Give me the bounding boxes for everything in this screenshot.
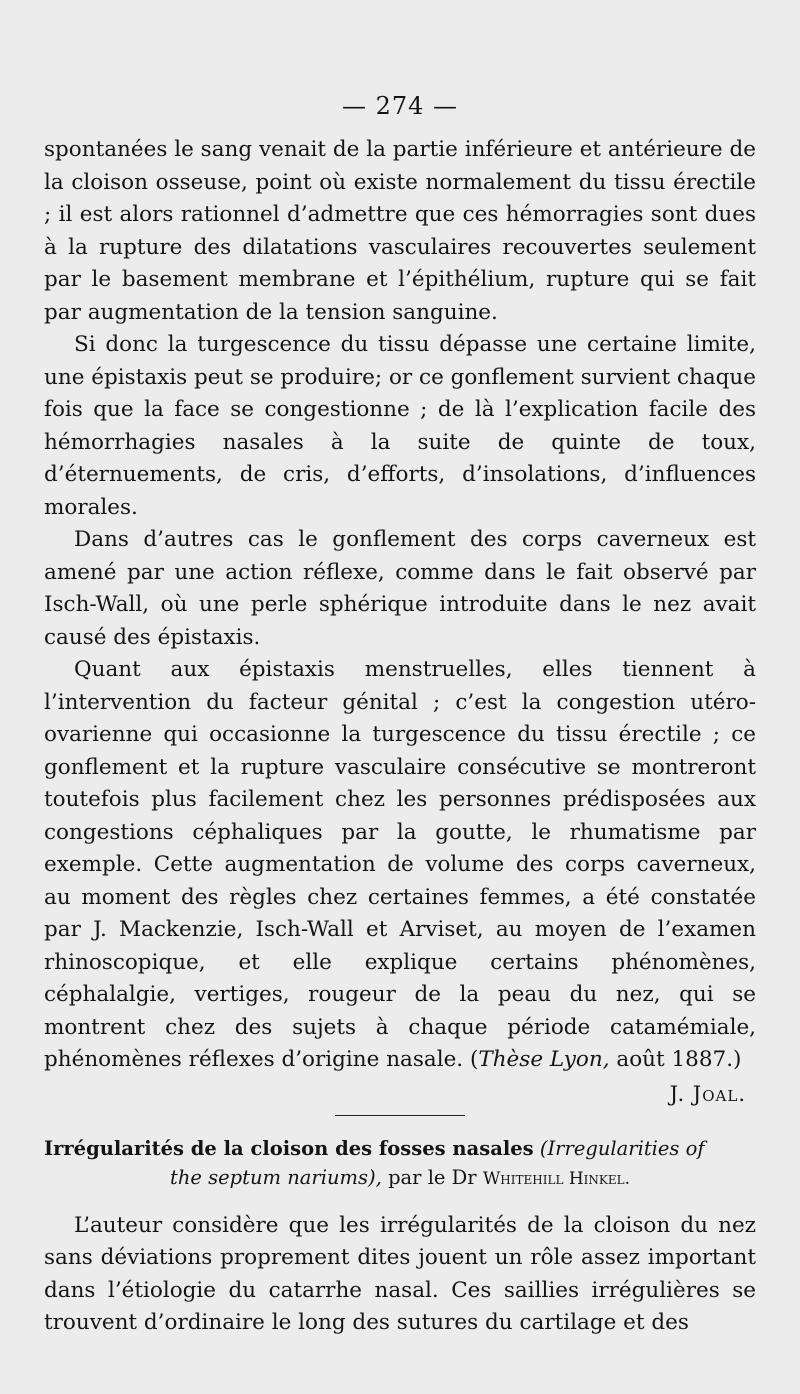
paragraph-menstrual-epistaxis xyxy=(44,654,756,1077)
citation-these-lyon: Thèse Lyon, xyxy=(478,1047,610,1072)
paragraph-continuation: spontanées le sang venait de la partie inférieure et antérieure de la cloison osseuse, point où existe normalement du tissu érectile ; il est alors rationnel d’admettre que ces hémorragies sont dues à la rupture des dilatations vasculaires recouvertes seulement par le basement membrane et l’épithélium, rupture qui se fait par augmentation de la tension sanguine. xyxy=(44,137,756,325)
author-signature: J. Joal. xyxy=(669,1081,746,1106)
page-number: — 274 — xyxy=(341,92,459,120)
paragraph-turgescence: Si donc la turgescence du tissu dépasse une certaine limite, une épistaxis peut se produire; or ce gonflement survient chaque fois que la face se congestionne ; de là l’explication facile des hémorrhagies nasales à la suite de quinte de toux, d’éternuements, de cris, d’efforts, d’insolations, d’influences morales. xyxy=(44,332,756,520)
article-title-fr: Irrégularités de la cloison des fosses nasales xyxy=(44,1136,534,1160)
paragraph-article-body: L’auteur considère que les irrégularités de la cloison du nez sans déviations proprement dites jouent un rôle assez important dans l’étiologie du catarrhe nasal. Ces saillies irrégulières se trouvent d’ordinaire le long des sutures du cartilage et des xyxy=(44,1212,756,1335)
article-title-en-part2: the septum nariums), xyxy=(170,1165,382,1189)
paragraph-reflex-action: Dans d’autres cas le gonflement des corps caverneux est amené par une action réflexe, comme dans le fait observé par Isch-Wall, où une perle sphérique introduite dans le nez avait causé des épistaxis. xyxy=(44,527,756,650)
article-author-name: Whitehill Hinkel. xyxy=(482,1168,630,1189)
article-heading-second-line xyxy=(44,1163,756,1194)
section-divider xyxy=(335,1115,465,1116)
paragraph-menstrual-text: Quant aux épistaxis menstruelles, elles tiennent à l’intervention du facteur génital ; c’est la congestion utéro-ovarienne qui occasionne la turgescence du tissu érectile ; ce gonflement et la rupture vasculaire consécutive se montreront toutefois plus facilement chez les personnes prédisposées aux congestions céphaliques par la goutte, le rhumatisme par exemple. Cette augmentation de volume des corps caverneux, au moment des règles chez certaines femmes, a été constatée par J. Mackenzie, Isch-Wall et Arviset, au moyen de l’examen rhinoscopique, et elle explique certains phénomènes, céphalalgie, vertiges, rougeur de la peau du nez, qui se montrent chez des sujets à chaque période catamémiale, phénomènes réflexes d’origine nasale. ( xyxy=(44,657,756,1072)
article-author-prefix: par le Dr xyxy=(388,1165,477,1189)
article-title-en-part1: (Irregularities of xyxy=(539,1136,705,1160)
article-heading xyxy=(44,1134,756,1194)
citation-date: août 1887.) xyxy=(609,1047,742,1072)
